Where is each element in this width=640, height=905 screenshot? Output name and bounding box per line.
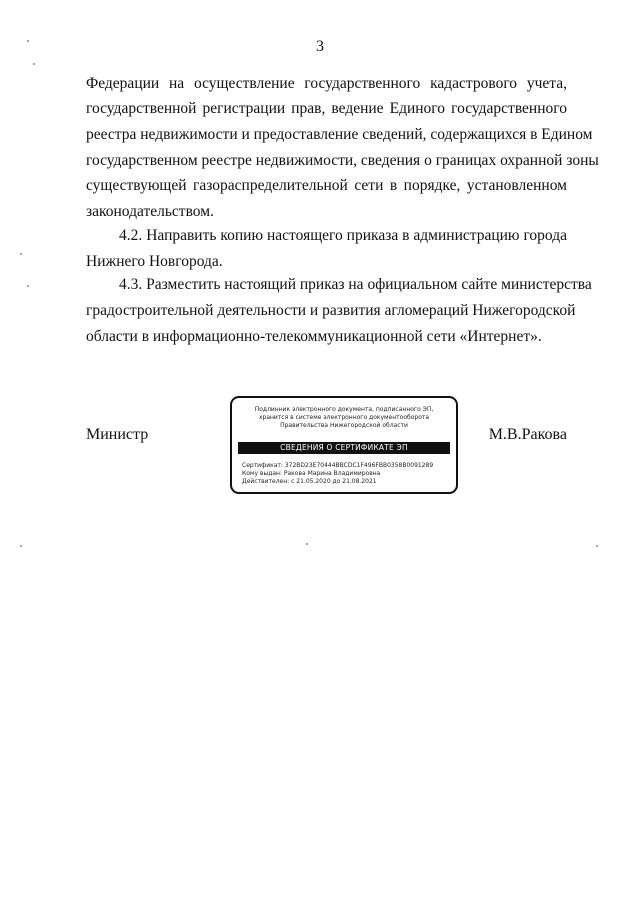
scan-speck <box>20 253 22 255</box>
scan-speck <box>27 285 29 287</box>
stamp-valid: Действителен: с 21.05.2020 до 21.08.2021 <box>242 478 377 485</box>
item-4-2-line: 4.2. Направить копию настоящего приказа в администрацию города <box>119 227 567 244</box>
item-4-3-line: области в информационно-телекоммуникационной сети «Интернет». <box>86 328 542 345</box>
stamp-note <box>232 406 456 430</box>
stamp-issued-to: Кому выдан: Ракова Марина Владимировна <box>242 470 381 477</box>
paragraph-line: реестра недвижимости и предоставление сведений, содержащихся в Едином <box>86 126 593 143</box>
paragraph-line: Федерации на осуществление государственного кадастрового учета, <box>86 75 567 92</box>
page-number: 3 <box>316 38 324 55</box>
paragraph-line: государственной регистрации прав, ведение Единого государственного <box>86 100 567 117</box>
scan-speck <box>306 543 308 545</box>
scan-speck <box>33 63 35 65</box>
electronic-signature-stamp <box>230 396 458 494</box>
signature-title: Министр <box>86 426 149 443</box>
stamp-note-line: Правительства Нижегородской области <box>280 422 408 429</box>
item-4-3-line: градостроительной деятельности и развития агломераций Нижегородской <box>86 302 576 319</box>
stamp-note-line: хранится в системе электронного документооборота <box>258 414 430 421</box>
paragraph-line: существующей газораспределительной сети в порядке, установленном <box>86 177 567 194</box>
stamp-certificate: Сертификат: 372BD23E70444BBCDC1F496FBB0358B0091289 <box>242 462 434 469</box>
item-4-3-line: 4.3. Разместить настоящий приказ на официальном сайте министерства <box>119 276 592 293</box>
stamp-header: СВЕДЕНИЯ О СЕРТИФИКАТЕ ЭП <box>238 442 450 454</box>
paragraph-line: законодательством. <box>86 203 214 220</box>
scan-speck <box>20 545 22 547</box>
paragraph-line: государственном реестре недвижимости, сведения о границах охранной зоны <box>86 152 599 169</box>
item-4-2-line: Нижнего Новгорода. <box>86 253 223 270</box>
stamp-note-line: Подлинник электронного документа, подписанного ЭП, <box>254 406 434 413</box>
scan-speck <box>596 545 598 547</box>
scan-speck <box>27 40 29 42</box>
signature-name: М.В.Ракова <box>488 426 567 443</box>
